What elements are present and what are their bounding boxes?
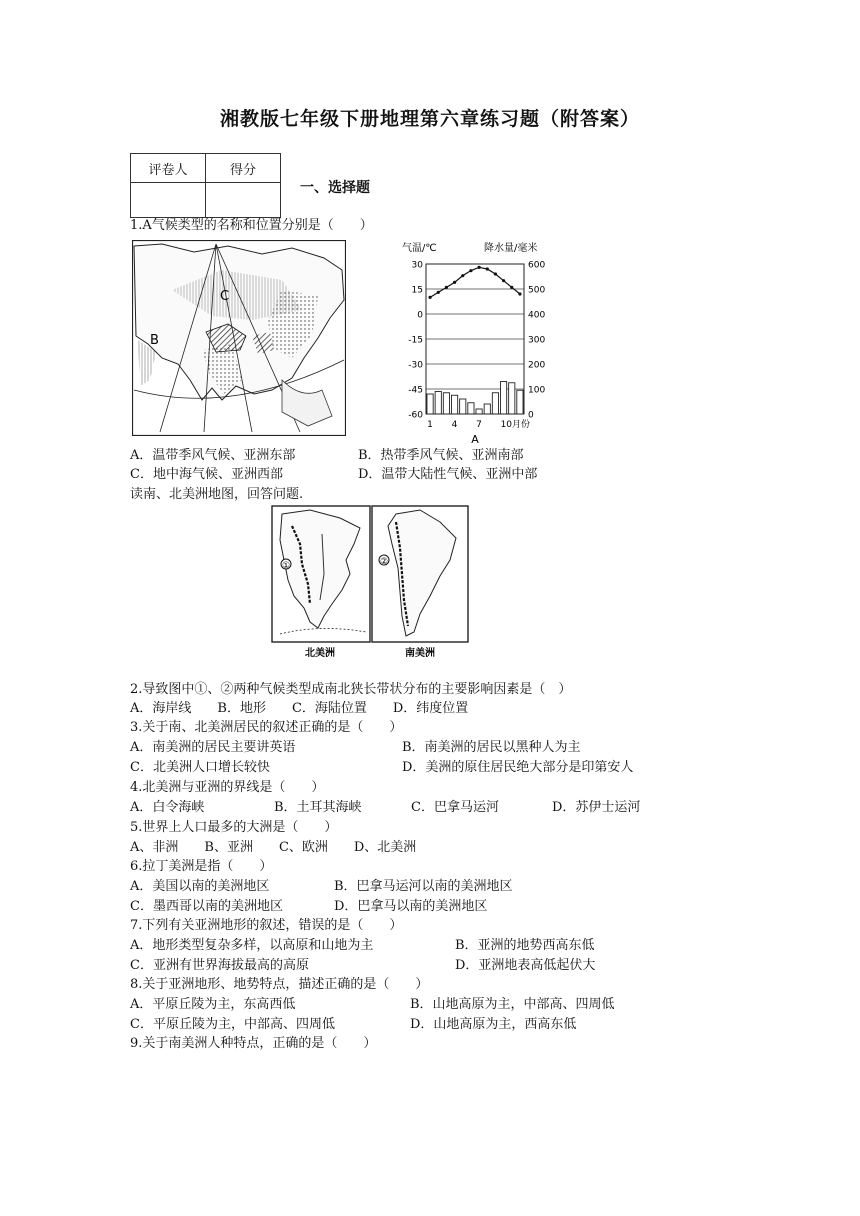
question-7-option-d: D．亚洲地表高低起伏大 (455, 958, 596, 973)
question-4-option-d: D．苏伊士运河 (552, 800, 641, 815)
chart-temperature-point (428, 296, 431, 299)
question-6-option-c: C．墨西哥以南的美洲地区 (130, 899, 283, 914)
chart-precipitation-bar (476, 409, 482, 414)
question-3-option-c: C．北美洲人口增长较快 (130, 760, 270, 775)
q1-option-b: B．热带季风气候、亚洲南部 (358, 448, 524, 463)
question-8-option-d: D．山地高原为主，西高东低 (410, 1017, 577, 1032)
chart-gridlines (426, 289, 524, 389)
chart-left-tick-label: 15 (411, 285, 423, 296)
score-table-header-score: 得分 (206, 154, 281, 183)
chart-left-tick-label: 0 (417, 310, 423, 321)
chart-right-tick-label: 300 (528, 335, 546, 346)
question-2-stem: 2.导致图中①、②两种气候类型成南北狭长带状分布的主要影响因素是（ ） (130, 682, 572, 697)
question-6-stem: 6.拉丁美洲是指（ ） (130, 859, 273, 874)
question-4-option-a: A．白令海峡 (130, 800, 205, 815)
climate-chart (400, 240, 560, 446)
south-america-caption: 南美洲 (405, 648, 435, 659)
score-table-cell-grader (131, 183, 206, 218)
map-label-b: B (150, 333, 159, 348)
chart-x-ticks (427, 418, 530, 430)
map-label-c: C (220, 289, 230, 304)
chart-temperature-point (518, 292, 521, 295)
chart-precipitation-bar (460, 399, 466, 414)
question-1-stem: 1.A气候类型的名称和位置分别是（ ） (130, 218, 373, 233)
chart-precipitation-bar (427, 394, 433, 414)
q1-option-c: C．地中海气候、亚洲西部 (130, 467, 283, 482)
chart-precipitation-bar (435, 392, 441, 415)
chart-right-ticks (528, 261, 545, 421)
chart-temperature-polyline (430, 267, 520, 297)
chart-left-ticks (408, 261, 423, 421)
question-8-option-a: A．平原丘陵为主，东高西低 (130, 997, 296, 1012)
chart-temperature-point (510, 286, 513, 289)
chart-temperature-point (453, 281, 456, 284)
chart-right-tick-label: 100 (528, 385, 546, 396)
question-3-option-b: B．南美洲的居民以黑种人为主 (402, 740, 581, 755)
chart-left-axis-title: 气温/℃ (402, 243, 437, 254)
chart-right-axis-title: 降水量/毫米 (484, 243, 538, 254)
asia-map (132, 240, 346, 436)
question-6-option-d: D．巴拿马以南的美洲地区 (334, 899, 488, 914)
chart-precipitation-bar (484, 404, 490, 414)
chart-precipitation-bar (492, 393, 498, 414)
chart-x-tick-label: 7 (476, 420, 482, 430)
section-title: 一、选择题 (300, 180, 370, 196)
question-4-stem: 4.北美洲与亚洲的界线是（ ） (130, 780, 325, 795)
chart-x-tick-label: 1 (427, 420, 433, 430)
chart-temperature-point (486, 267, 489, 270)
chart-precipitation-bars (427, 382, 523, 415)
chart-precipitation-bar (517, 390, 523, 414)
chart-right-tick-label: 0 (528, 410, 534, 421)
north-america-caption: 北美洲 (305, 648, 335, 659)
question-3-stem: 3.关于南、北美洲居民的叙述正确的是（ ） (130, 720, 403, 735)
chart-temperature-point (477, 266, 480, 269)
chart-left-tick-label: -45 (408, 385, 423, 396)
chart-temperature-point (469, 269, 472, 272)
chart-temperature-point (502, 279, 505, 282)
chart-precipitation-bar (468, 403, 474, 414)
score-table-cell-score (206, 183, 281, 218)
marker-1-label: ① (281, 561, 291, 571)
question-2-options: A．海岸线 B．地形 C．海陆位置 D．纬度位置 (130, 701, 469, 716)
question-5-options: A、非洲 B、亚洲 C、欧洲 D、北美洲 (130, 840, 417, 855)
question-8-stem: 8.关于亚洲地形、地势特点，描述正确的是（ ） (130, 977, 429, 992)
score-table-header-grader: 评卷人 (131, 154, 206, 183)
question-7-option-a: A．地形类型复杂多样，以高原和山地为主 (130, 938, 374, 953)
question-4-option-c: C．巴拿马运河 (411, 800, 499, 815)
chart-right-tick-label: 400 (528, 310, 546, 321)
chart-temperature-point (494, 272, 497, 275)
americas-maps (270, 504, 470, 660)
page-title: 湘教版七年级下册地理第六章练习题（附答案） (219, 108, 640, 130)
question-8-option-b: B．山地高原为主，中部高、四周低 (410, 997, 615, 1012)
chart-precipitation-bar (509, 383, 515, 414)
chart-precipitation-bar (500, 382, 506, 415)
q1-option-d: D．温带大陆性气候、亚洲中部 (358, 467, 538, 482)
americas-intro: 读南、北美洲地图，回答问题. (130, 487, 304, 502)
question-7-option-b: B．亚洲的地势西高东低 (455, 938, 595, 953)
question-7-option-c: C．亚洲有世界海拔最高的高原 (130, 958, 309, 973)
question-6-option-b: B．巴拿马运河以南的美洲地区 (334, 879, 513, 894)
question-3-option-a: A．南美洲的居民主要讲英语 (130, 740, 296, 755)
score-table (130, 153, 281, 218)
chart-temperature-point (445, 286, 448, 289)
question-5-stem: 5.世界上人口最多的大洲是（ ） (130, 820, 338, 835)
chart-temperature-point (437, 291, 440, 294)
chart-x-tick-label: 10月份 (500, 420, 531, 430)
chart-right-tick-label: 500 (528, 285, 546, 296)
chart-right-tick-label: 600 (528, 260, 546, 271)
q1-option-a: A．温带季风气候、亚洲东部 (130, 448, 296, 463)
marker-2-label: ② (379, 557, 389, 567)
chart-left-tick-label: 30 (411, 260, 423, 271)
chart-left-tick-label: -30 (408, 360, 423, 371)
chart-precipitation-bar (443, 393, 449, 414)
question-8-option-c: C．平原丘陵为主，中部高、四周低 (130, 1017, 335, 1032)
chart-right-tick-label: 200 (528, 360, 546, 371)
question-3-option-d: D．美洲的原住居民绝大部分是印第安人 (402, 760, 634, 775)
question-6-option-a: A．美国以南的美洲地区 (130, 879, 270, 894)
chart-left-tick-label: -15 (408, 335, 423, 346)
question-4-option-b: B．土耳其海峡 (274, 800, 362, 815)
chart-left-tick-label: -60 (408, 410, 423, 421)
chart-x-tick-label: 4 (451, 420, 458, 430)
chart-temperature-point (461, 274, 464, 277)
chart-temperature-line (428, 266, 521, 299)
chart-precipitation-bar (451, 395, 457, 414)
question-9-stem: 9.关于南美洲人种特点，正确的是（ ） (130, 1036, 377, 1051)
chart-caption: A (471, 433, 479, 446)
question-7-stem: 7.下列有关亚洲地形的叙述，错误的是（ ） (130, 918, 403, 933)
